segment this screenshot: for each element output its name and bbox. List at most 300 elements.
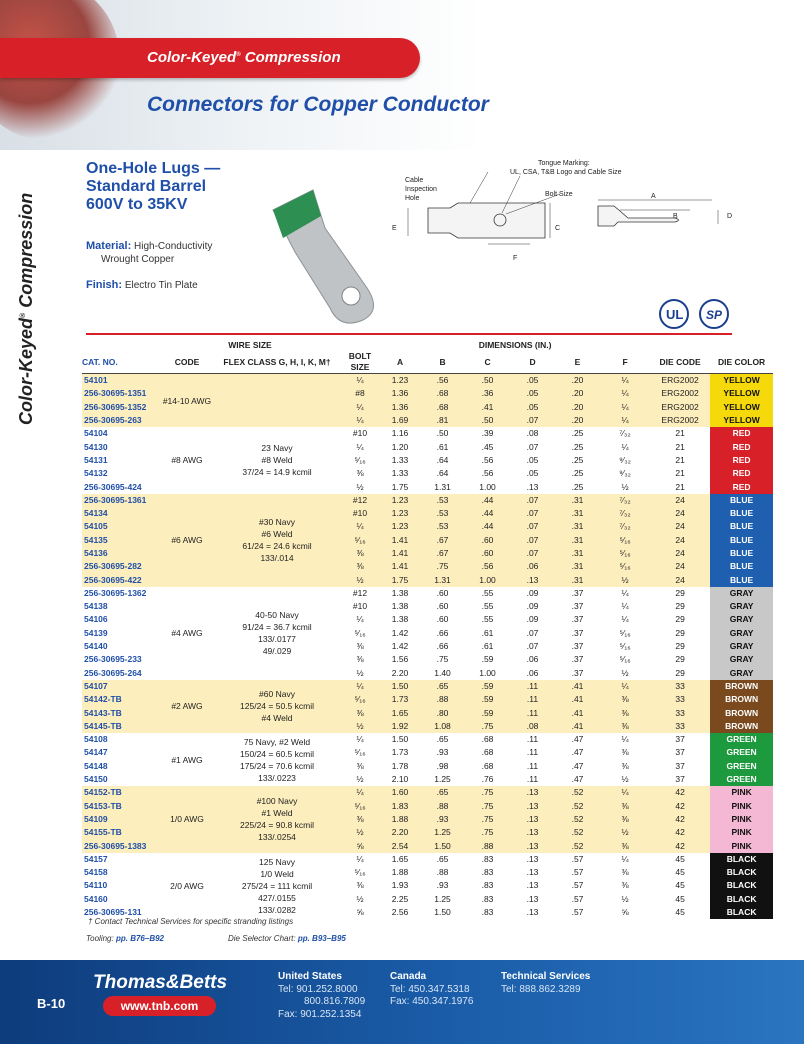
dim-a-cell: 2.56 <box>391 907 409 918</box>
dim-a-cell: 1.69 <box>380 414 420 427</box>
bolt-size-cell: ¼ <box>340 401 380 414</box>
die-color-cell: GRAY <box>710 600 773 613</box>
die-code-cell: 42 <box>650 800 710 813</box>
die-color-cell: BLUE <box>710 534 773 547</box>
dim-d-cell: .11 <box>510 680 555 693</box>
svg-text:Inspection: Inspection <box>405 186 437 193</box>
dim-c-cell: .61 <box>481 641 494 652</box>
die-color-cell: GREEN <box>710 733 773 746</box>
die-color-cell: GREEN <box>710 773 773 786</box>
cat-no-cell: 54147 <box>84 747 108 758</box>
dim-a-cell: 1.41 <box>380 534 420 547</box>
dim-f-cell: ⅜ <box>600 720 650 733</box>
bolt-size-cell: ⁵⁄₁₆ <box>354 454 366 465</box>
dim-e-cell: .47 <box>571 747 584 758</box>
code-cell: #14-10 AWG <box>160 374 214 428</box>
dim-e-cell: .52 <box>555 839 600 852</box>
dim-f-cell: ⅜ <box>600 693 650 706</box>
dim-c-cell: .75 <box>465 800 510 813</box>
dim-b-cell: .67 <box>420 534 465 547</box>
col-dim-a: A <box>380 351 420 374</box>
cat-no-cell: 54158 <box>84 867 108 878</box>
dim-f-cell: ¼ <box>600 680 650 693</box>
dim-e-cell: .57 <box>571 853 584 864</box>
dim-b-cell: .75 <box>436 654 449 665</box>
page-subtitle: Connectors for Copper Conductor <box>147 93 489 116</box>
code-cell: #1 AWG <box>171 754 203 765</box>
die-color-cell: GRAY <box>710 587 773 600</box>
dim-d-cell: .11 <box>526 747 539 758</box>
die-code-cell: 33 <box>650 706 710 719</box>
dim-c-cell: .83 <box>481 853 494 864</box>
dim-e-cell: .37 <box>571 601 584 612</box>
dim-c-cell: 1.00 <box>479 667 496 678</box>
bolt-size-cell: ¼ <box>356 614 364 625</box>
dim-a-cell: 1.38 <box>391 587 409 598</box>
dim-d-cell: .07 <box>510 547 555 560</box>
die-code-cell: 45 <box>675 893 685 904</box>
die-code-cell: 33 <box>650 680 710 693</box>
bolt-size-cell: #12 <box>340 494 380 507</box>
die-code-cell: 21 <box>675 481 685 492</box>
dim-f-cell: ¼ <box>600 374 650 388</box>
die-code-cell: 37 <box>675 734 685 745</box>
dim-f-cell: ⁵⁄₁₆ <box>619 654 631 665</box>
dim-a-cell: 1.73 <box>391 747 409 758</box>
dim-a-cell: 1.50 <box>391 734 409 745</box>
dim-b-cell: .65 <box>436 853 449 864</box>
bolt-size-cell: ¼ <box>356 853 364 864</box>
die-color-cell: BLUE <box>710 507 773 520</box>
dim-f-cell: ⁷⁄₃₂ <box>600 520 650 533</box>
dim-d-cell: .11 <box>526 760 539 771</box>
die-code-cell: ERG2002 <box>650 374 710 388</box>
dim-f-cell: ⅜ <box>600 706 650 719</box>
dim-d-cell: .13 <box>526 893 539 904</box>
flex-class-cell <box>214 374 340 428</box>
bolt-size-cell: ½ <box>340 720 380 733</box>
die-code-cell: 24 <box>650 560 710 573</box>
dim-c-cell: .55 <box>481 601 494 612</box>
dim-a-cell: 1.42 <box>391 641 409 652</box>
dim-a-cell: 1.42 <box>391 627 409 638</box>
dim-d-cell: .13 <box>526 853 539 864</box>
tooling-reference: Tooling: pp. B76–B92 <box>86 934 164 943</box>
cat-no-cell: 54157 <box>84 853 108 864</box>
bolt-size-cell: ½ <box>356 667 364 678</box>
die-color-cell: RED <box>710 454 773 467</box>
cat-no-cell: 256-30695-422 <box>82 573 160 586</box>
svg-text:Bolt Size: Bolt Size <box>545 191 573 198</box>
cat-no-cell: 54109 <box>82 813 160 826</box>
dim-c-cell: .83 <box>481 880 494 891</box>
dim-d-cell: .05 <box>526 454 539 465</box>
dim-a-cell: 1.56 <box>391 654 409 665</box>
bolt-size-cell: ½ <box>356 893 364 904</box>
dim-f-cell: ¼ <box>621 614 629 625</box>
die-code-cell: 37 <box>675 774 685 785</box>
dim-d-cell: .13 <box>510 813 555 826</box>
footnote: † Contact Technical Services for specific stranding listings <box>88 917 294 926</box>
dim-a-cell: 1.23 <box>380 374 420 388</box>
bolt-size-cell: #12 <box>352 587 368 598</box>
dim-f-cell: ⅜ <box>621 867 629 878</box>
dim-a-cell: 1.83 <box>380 800 420 813</box>
dim-e-cell: .37 <box>571 614 584 625</box>
dim-d-cell: .13 <box>510 826 555 839</box>
die-color-cell: YELLOW <box>710 414 773 427</box>
bolt-size-cell: ¼ <box>340 374 380 388</box>
die-color-cell: GREEN <box>710 760 773 773</box>
dim-e-cell: .25 <box>571 428 584 439</box>
dim-f-cell: ⁵⁄₁₆ <box>619 641 631 652</box>
dim-e-cell: .25 <box>571 454 584 465</box>
cat-no-cell: 54160 <box>84 893 108 904</box>
cat-no-cell: 256-30695-233 <box>84 654 142 665</box>
dim-d-cell: .07 <box>510 520 555 533</box>
flex-class-cell: #100 Navy #1 Weld 225/24 = 90.8 kcmil 133/.0254 <box>214 786 340 852</box>
dim-e-cell: .52 <box>555 800 600 813</box>
bolt-size-cell: #10 <box>352 601 368 612</box>
dim-e-cell: .31 <box>555 560 600 573</box>
die-code-cell: 45 <box>675 907 685 918</box>
dim-e-cell: .47 <box>571 760 584 771</box>
dim-b-cell: .64 <box>436 454 449 465</box>
die-color-cell: GRAY <box>710 627 773 640</box>
bolt-size-cell: #8 <box>340 387 380 400</box>
contact-technical-services: Technical Services Tel: 888.862.3289 <box>501 971 591 995</box>
dim-e-cell: .31 <box>555 507 600 520</box>
bolt-size-cell: ⅜ <box>340 706 380 719</box>
dim-f-cell: ¼ <box>621 601 629 612</box>
col-bolt-size: BOLT SIZE <box>340 351 380 374</box>
section-band <box>0 38 420 78</box>
cat-no-cell: 256-30695-131 <box>84 907 142 918</box>
svg-text:UL: UL <box>666 307 684 322</box>
bolt-size-cell: ¼ <box>340 414 380 427</box>
cat-no-cell: 54131 <box>84 454 108 465</box>
die-color-cell: YELLOW <box>710 401 773 414</box>
col-flex-class: FLEX CLASS G, H, I, K, M† <box>214 351 340 374</box>
die-color-cell: BLACK <box>710 866 773 879</box>
dim-a-cell: 1.23 <box>380 507 420 520</box>
dim-a-cell: 1.20 <box>391 441 409 452</box>
dim-b-cell: .68 <box>420 387 465 400</box>
flex-class-cell: #60 Navy 125/24 = 50.5 kcmil #4 Weld <box>214 680 340 733</box>
dim-c-cell: .76 <box>481 774 494 785</box>
dim-e-cell: .25 <box>571 441 584 452</box>
dim-f-cell: ⁷⁄₃₂ <box>600 507 650 520</box>
dim-c-cell: .59 <box>481 654 494 665</box>
die-color-cell: BLACK <box>710 879 773 892</box>
dim-f-cell: ¼ <box>621 587 629 598</box>
dim-a-cell: 2.25 <box>391 893 409 904</box>
col-cat-no: CAT. NO. <box>82 351 160 374</box>
die-code-cell: 29 <box>675 641 685 652</box>
cat-no-cell: 54148 <box>84 760 108 771</box>
dim-d-cell: .11 <box>526 774 539 785</box>
dim-c-cell: .75 <box>465 826 510 839</box>
dim-c-cell: .59 <box>465 693 510 706</box>
dim-d-cell: .07 <box>510 414 555 427</box>
lug-product-image <box>255 190 420 320</box>
dim-b-cell: .60 <box>436 601 449 612</box>
die-color-cell: GRAY <box>710 640 773 653</box>
dim-a-cell: 1.23 <box>380 494 420 507</box>
svg-text:SP: SP <box>706 308 723 322</box>
contact-canada: Canada Tel: 450.347.5318 Fax: 450.347.1976 <box>390 971 474 1007</box>
cat-no-cell: 256-30695-1352 <box>82 401 160 414</box>
die-code-cell: 29 <box>675 667 685 678</box>
page-number: B-10 <box>37 996 66 1011</box>
dim-c-cell: .68 <box>481 734 494 745</box>
dim-b-cell: 1.31 <box>420 573 465 586</box>
dim-f-cell: ⅜ <box>621 880 629 891</box>
cat-no-cell: 54101 <box>82 374 160 388</box>
bolt-size-cell: ¼ <box>340 786 380 799</box>
dim-b-cell: .98 <box>436 760 449 771</box>
die-color-cell: BROWN <box>710 706 773 719</box>
bolt-size-cell: ⅜ <box>356 880 364 891</box>
dim-a-cell: 1.50 <box>380 680 420 693</box>
table-row <box>82 680 773 693</box>
dim-d-cell: .05 <box>510 401 555 414</box>
dim-b-cell: .60 <box>436 614 449 625</box>
dim-d-cell: .05 <box>510 387 555 400</box>
material-spec: Material: High-Conductivity Wrought Copper <box>86 240 213 265</box>
dim-a-cell: 1.88 <box>391 867 409 878</box>
dim-f-cell: ½ <box>621 893 629 904</box>
dim-d-cell: .13 <box>526 880 539 891</box>
bolt-size-cell: ⅜ <box>340 813 380 826</box>
col-dim-e: E <box>555 351 600 374</box>
bolt-size-cell: ½ <box>340 826 380 839</box>
cat-no-cell: 256-30695-1383 <box>82 839 160 852</box>
dim-c-cell: .50 <box>465 414 510 427</box>
col-dim-f: F <box>600 351 650 374</box>
dim-a-cell: 1.75 <box>380 573 420 586</box>
dim-e-cell: .31 <box>555 520 600 533</box>
die-color-cell: BLUE <box>710 560 773 573</box>
dim-f-cell: ¼ <box>600 414 650 427</box>
dim-b-cell: .65 <box>420 786 465 799</box>
cat-no-cell: 54140 <box>84 641 108 652</box>
dim-d-cell: .06 <box>526 654 539 665</box>
bolt-size-cell: ½ <box>340 573 380 586</box>
cat-no-cell: 256-30695-1361 <box>82 494 160 507</box>
die-color-cell: RED <box>710 480 773 493</box>
dim-b-cell: .53 <box>420 494 465 507</box>
dim-a-cell: 1.38 <box>391 614 409 625</box>
dim-b-cell: 1.50 <box>434 907 451 918</box>
dim-a-cell: 1.41 <box>380 547 420 560</box>
bolt-size-cell: ¼ <box>356 441 364 452</box>
die-color-cell: BLUE <box>710 494 773 507</box>
die-code-cell: ERG2002 <box>650 401 710 414</box>
dim-e-cell: .20 <box>555 374 600 388</box>
website-link[interactable]: www.tnb.com <box>103 996 216 1016</box>
dim-a-cell: 1.38 <box>391 601 409 612</box>
dim-b-cell: 1.25 <box>434 893 451 904</box>
specifications-table <box>82 340 773 919</box>
dim-f-cell: ½ <box>621 481 629 492</box>
dim-a-cell: 1.73 <box>380 693 420 706</box>
dim-d-cell: .08 <box>526 428 539 439</box>
bolt-size-cell: ⁵⁄₁₆ <box>354 627 366 638</box>
dim-e-cell: .31 <box>555 534 600 547</box>
die-code-cell: 24 <box>650 520 710 533</box>
dim-d-cell: .13 <box>510 800 555 813</box>
dim-d-cell: .08 <box>510 720 555 733</box>
die-selector-reference: Die Selector Chart: pp. B93–B95 <box>228 934 346 943</box>
bolt-size-cell: ⅜ <box>356 641 364 652</box>
die-color-cell: GRAY <box>710 667 773 680</box>
die-color-cell: BLACK <box>710 853 773 866</box>
dim-c-cell: .83 <box>481 907 494 918</box>
product-title: One-Hole Lugs — Standard Barrel 600V to 35KV <box>86 160 221 213</box>
code-cell: #4 AWG <box>171 628 203 639</box>
section-band-label: Color-Keyed® Compression <box>147 49 341 66</box>
die-color-cell: BLUE <box>710 573 773 586</box>
bolt-size-cell: ⅜ <box>340 560 380 573</box>
dim-d-cell: .09 <box>526 614 539 625</box>
table-row <box>82 427 773 440</box>
svg-text:Hole: Hole <box>405 195 420 202</box>
dim-b-cell: .65 <box>436 734 449 745</box>
col-dim-d: D <box>510 351 555 374</box>
dim-b-cell: 1.50 <box>420 839 465 852</box>
dim-d-cell: .07 <box>526 627 539 638</box>
cat-no-cell: 256-30695-1362 <box>84 587 147 598</box>
dimension-diagram <box>392 158 740 268</box>
dim-b-cell: .88 <box>436 867 449 878</box>
wire-size-header: WIRE SIZE <box>228 340 272 350</box>
dim-b-cell: .67 <box>420 547 465 560</box>
svg-text:Cable: Cable <box>405 177 424 184</box>
bolt-size-cell: #10 <box>340 507 380 520</box>
dim-c-cell: .61 <box>481 627 494 638</box>
dim-b-cell: .60 <box>436 587 449 598</box>
dim-d-cell: .09 <box>526 601 539 612</box>
code-cell: 2/0 AWG <box>170 880 204 891</box>
dim-e-cell: .47 <box>571 774 584 785</box>
dim-f-cell: ⅜ <box>621 747 629 758</box>
dim-f-cell: ¼ <box>621 441 629 452</box>
die-code-cell: 37 <box>675 760 685 771</box>
die-color-cell: GRAY <box>710 613 773 626</box>
dim-f-cell: ⁷⁄₃₂ <box>600 494 650 507</box>
dim-b-cell: .93 <box>436 880 449 891</box>
cat-no-cell: 54139 <box>84 627 108 638</box>
dim-c-cell: .68 <box>481 747 494 758</box>
dim-e-cell: .20 <box>555 401 600 414</box>
die-color-cell: GRAY <box>710 653 773 666</box>
dim-a-cell: 1.36 <box>380 401 420 414</box>
dim-c-cell: 1.00 <box>479 481 496 492</box>
dim-f-cell: ⁵⁄₁₆ <box>600 547 650 560</box>
dim-f-cell: ⁵⁄₁₆ <box>600 534 650 547</box>
dim-b-cell: .75 <box>420 560 465 573</box>
dim-a-cell: 1.65 <box>391 853 409 864</box>
contact-us: United States Tel: 901.252.8000 800.816.7809 Fax: 901.252.1354 <box>278 971 366 1020</box>
cat-no-cell: 256-30695-1351 <box>82 387 160 400</box>
dim-c-cell: 1.00 <box>465 573 510 586</box>
dim-b-cell: .93 <box>420 813 465 826</box>
dim-a-cell: 1.93 <box>391 880 409 891</box>
dim-d-cell: .11 <box>526 734 539 745</box>
dim-e-cell: .41 <box>555 693 600 706</box>
svg-text:C: C <box>555 225 561 232</box>
brand-logo: Thomas&Betts <box>93 972 228 993</box>
dim-d-cell: .13 <box>510 573 555 586</box>
cat-no-cell: 54104 <box>84 428 108 439</box>
dim-f-cell: ⅜ <box>621 760 629 771</box>
bolt-size-cell: ⁵⁄₁₆ <box>354 867 366 878</box>
die-color-cell: RED <box>710 427 773 440</box>
col-die-color: DIE COLOR <box>710 351 773 374</box>
dim-f-cell: ½ <box>621 774 629 785</box>
dim-f-cell: ⅜ <box>600 839 650 852</box>
finish-spec: Finish: Electro Tin Plate <box>86 279 198 291</box>
dim-e-cell: .31 <box>555 494 600 507</box>
dim-b-cell: .56 <box>420 374 465 388</box>
dim-e-cell: .52 <box>555 826 600 839</box>
dim-c-cell: .56 <box>465 560 510 573</box>
bolt-size-cell: ½ <box>356 774 364 785</box>
dim-f-cell: ¼ <box>621 734 629 745</box>
die-code-cell: ERG2002 <box>650 414 710 427</box>
dim-a-cell: 1.92 <box>380 720 420 733</box>
bolt-size-cell: ¼ <box>340 520 380 533</box>
cat-no-cell: 54135 <box>82 534 160 547</box>
dim-f-cell: ½ <box>600 573 650 586</box>
die-code-cell: 29 <box>675 587 685 598</box>
dim-c-cell: .44 <box>465 507 510 520</box>
dim-d-cell: .11 <box>510 706 555 719</box>
cat-no-cell: 54108 <box>84 734 108 745</box>
dim-e-cell: .52 <box>555 813 600 826</box>
dim-f-cell: ¼ <box>600 786 650 799</box>
die-color-cell: RED <box>710 440 773 453</box>
bolt-size-cell: ⁵⁄₁₆ <box>340 534 380 547</box>
col-dim-b: B <box>420 351 465 374</box>
die-code-cell: 29 <box>675 614 685 625</box>
flex-class-cell: 125 Navy 1/0 Weld 275/24 = 111 kcmil 427/.0155 133/.0282 <box>241 856 313 915</box>
dim-b-cell: .88 <box>420 800 465 813</box>
dim-b-cell: .80 <box>420 706 465 719</box>
dim-e-cell: .41 <box>555 706 600 719</box>
cat-no-cell: 256-30695-263 <box>82 414 160 427</box>
dim-e-cell: .57 <box>571 880 584 891</box>
die-code-cell: ERG2002 <box>650 387 710 400</box>
die-code-cell: 29 <box>675 654 685 665</box>
cat-no-cell: 54152-TB <box>82 786 160 799</box>
table-row <box>82 733 773 746</box>
flex-class-cell: #30 Navy #6 Weld 61/24 = 24.6 kcmil 133/.014 <box>214 494 340 587</box>
dim-f-cell: ¼ <box>600 401 650 414</box>
die-color-cell: BROWN <box>710 680 773 693</box>
dim-b-cell: 1.25 <box>420 826 465 839</box>
dim-b-cell: 1.25 <box>434 774 451 785</box>
dim-e-cell: .37 <box>571 654 584 665</box>
dim-d-cell: .13 <box>510 786 555 799</box>
cat-no-cell: 54110 <box>84 880 108 891</box>
cat-no-cell: 54145-TB <box>82 720 160 733</box>
bolt-size-cell: ⁵⁄₁₆ <box>340 693 380 706</box>
cat-no-cell: 54150 <box>84 774 108 785</box>
dim-c-cell: .75 <box>465 813 510 826</box>
die-color-cell: PINK <box>710 839 773 852</box>
